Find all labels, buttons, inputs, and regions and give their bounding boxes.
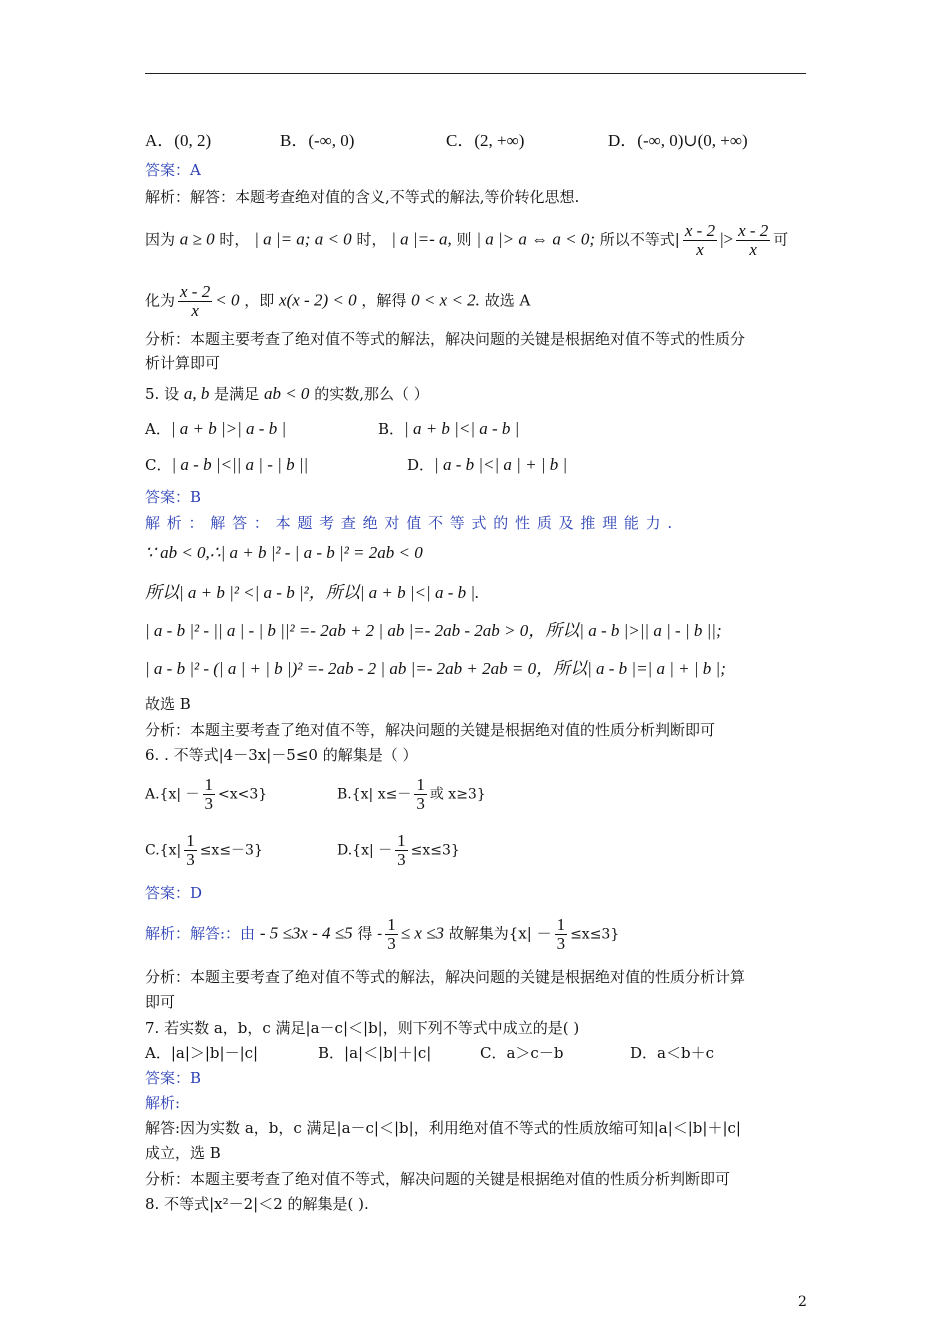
q5-solution-c: | a - b |² - || a | - | b ||² =- 2ab + 2 | ab |=- 2ab - 2ab > 0，所以| a - b |>|| a | - | b ||; <box>145 621 722 640</box>
q5-stem: 5. 设 a, b 是满足 ab < 0 的实数,那么（ ） <box>145 384 429 403</box>
q6-option-c: C.{x| $\frac{1}{3}$ ≤x≤－3} <box>145 831 263 869</box>
q6-option-a: A.{x| － $\frac{1}{3}$ <x<3} <box>145 775 268 813</box>
fraction: $\frac{1}{3}$ <box>204 775 214 813</box>
q7-jiexi: 解析: <box>145 1094 181 1112</box>
q4-solution-line-2: 化为 $\frac{x - 2}{x}$ < 0 ，即 x(x - 2) < 0 ，解得 0 < x < 2. 故选 A <box>145 282 531 320</box>
q7-answer: 答案：B <box>145 1069 202 1087</box>
q5-option-c: C．| a - b |<|| a | - | b || <box>145 455 309 474</box>
q7-analysis: 分析：本题主要考查了绝对值不等式，解决问题的关键是根据绝对值的性质分析判断即可 <box>145 1170 731 1188</box>
q5-jiexi: 解 析 ： 解 答 ： 本 题 考 查 绝 对 值 不 等 式 的 性 质 及 推 理 能 力 . <box>145 514 674 532</box>
q4-option-b: B．(-∞, 0) <box>280 131 355 150</box>
fraction: $\frac{1}{3}$ <box>186 831 195 869</box>
q7-stem: 7. 若实数 a，b，c 满足|a－c|＜|b|，则下列不等式中成立的是( ) <box>145 1019 580 1037</box>
q6-option-d: D.{x| － $\frac{1}{3}$ ≤x≤3} <box>337 831 460 869</box>
q4-answer: 答案：A <box>145 161 201 179</box>
q7-option-a: A．|a|＞|b|－|c| <box>145 1044 259 1062</box>
q8-stem: 8. 不等式|x²－2|＜2 的解集是( ). <box>145 1195 369 1213</box>
q5-conclusion: 故选 B <box>145 695 191 713</box>
q5-analysis: 分析：本题主要考查了绝对值不等，解决问题的关键是根据绝对值的性质分析判断即可 <box>145 721 716 739</box>
q6-option-b: B.{x| x≤－ $\frac{1}{3}$ 或 x≥3} <box>337 775 486 813</box>
q4-analysis-1: 分析：本题主要考查了绝对值不等式的解法，解决问题的关键是根据绝对值不等式的性质分 <box>145 330 746 348</box>
q6-stem: 6. . 不等式|4－3x|－5≤0 的解集是（ ） <box>145 746 418 764</box>
q7-option-b: B．|a|＜|b|＋|c| <box>318 1044 432 1062</box>
fraction: $\frac{x - 2}{x}$ <box>738 221 769 259</box>
fraction: $\frac{1}{3}$ <box>556 915 566 953</box>
page-number: 2 <box>798 1294 807 1310</box>
q5-answer: 答案：B <box>145 488 202 506</box>
q4-option-d: D．(-∞, 0)∪(0, +∞) <box>608 131 748 150</box>
q7-detail-2: 成立，选 B <box>145 1144 221 1162</box>
q4-solution-line-1: 因为 a ≥ 0 时， | a |= a; a < 0 时， | a |=- a, 则 | a |> a ⇔ a < 0; 所以不等式| $\frac{x - 2}{x}$ |> $\frac{x - 2}{x}$ 可 <box>145 221 789 259</box>
q4-option-c: C．(2, +∞) <box>446 131 525 150</box>
q6-analysis-2: 即可 <box>145 993 176 1011</box>
q7-option-c: C．a＞c－b <box>480 1044 564 1062</box>
q4-jiexi: 解析：解答：本题考查绝对值的含义,不等式的解法,等价转化思想. <box>145 188 580 206</box>
fraction: $\frac{1}{3}$ <box>397 831 406 869</box>
q6-jiexi: 解析：解答:：由 - 5 ≤3x - 4 ≤5 得 - $\frac{1}{3}$ ≤ x ≤3 故解集为{x| － $\frac{1}{3}$ ≤x≤3} <box>145 915 620 953</box>
q6-analysis-1: 分析：本题主要考查了绝对值不等式的解法，解决问题的关键是根据绝对值的性质分析计算 <box>145 968 746 986</box>
q5-solution-d: | a - b |² - (| a | + | b |)² =- 2ab - 2 | ab |=- 2ab + 2ab = 0，所以| a - b |=| a | + | b |; <box>145 659 726 678</box>
q7-detail-1: 解答:因为实数 a，b，c 满足|a－c|＜|b|，利用绝对值不等式的性质放缩可知|a|＜|b|＋|c| <box>145 1119 741 1137</box>
q4-option-a: A．(0, 2) <box>145 131 212 150</box>
fraction: $\frac{x - 2}{x}$ <box>684 221 716 259</box>
header-rule <box>145 73 806 74</box>
q4-analysis-2: 析计算即可 <box>145 354 221 372</box>
q5-option-a: A．| a + b |>| a - b | <box>145 419 287 438</box>
q5-solution-b: 所以| a + b |² <| a - b |²，所以| a + b |<| a - b |. <box>145 583 480 602</box>
q5-option-d: D．| a - b |<| a | + | b | <box>407 455 568 474</box>
fraction: $\frac{x - 2}{x}$ <box>180 282 211 320</box>
q6-answer: 答案：D <box>145 884 203 902</box>
q7-option-d: D．a＜b＋c <box>630 1044 714 1062</box>
q5-option-b: B．| a + b |<| a - b | <box>378 419 520 438</box>
fraction: $\frac{1}{3}$ <box>387 915 396 953</box>
q5-solution-a: ∵ ab < 0,∴| a + b |² - | a - b |² = 2ab < 0 <box>145 543 423 562</box>
fraction: $\frac{1}{3}$ <box>416 775 425 813</box>
